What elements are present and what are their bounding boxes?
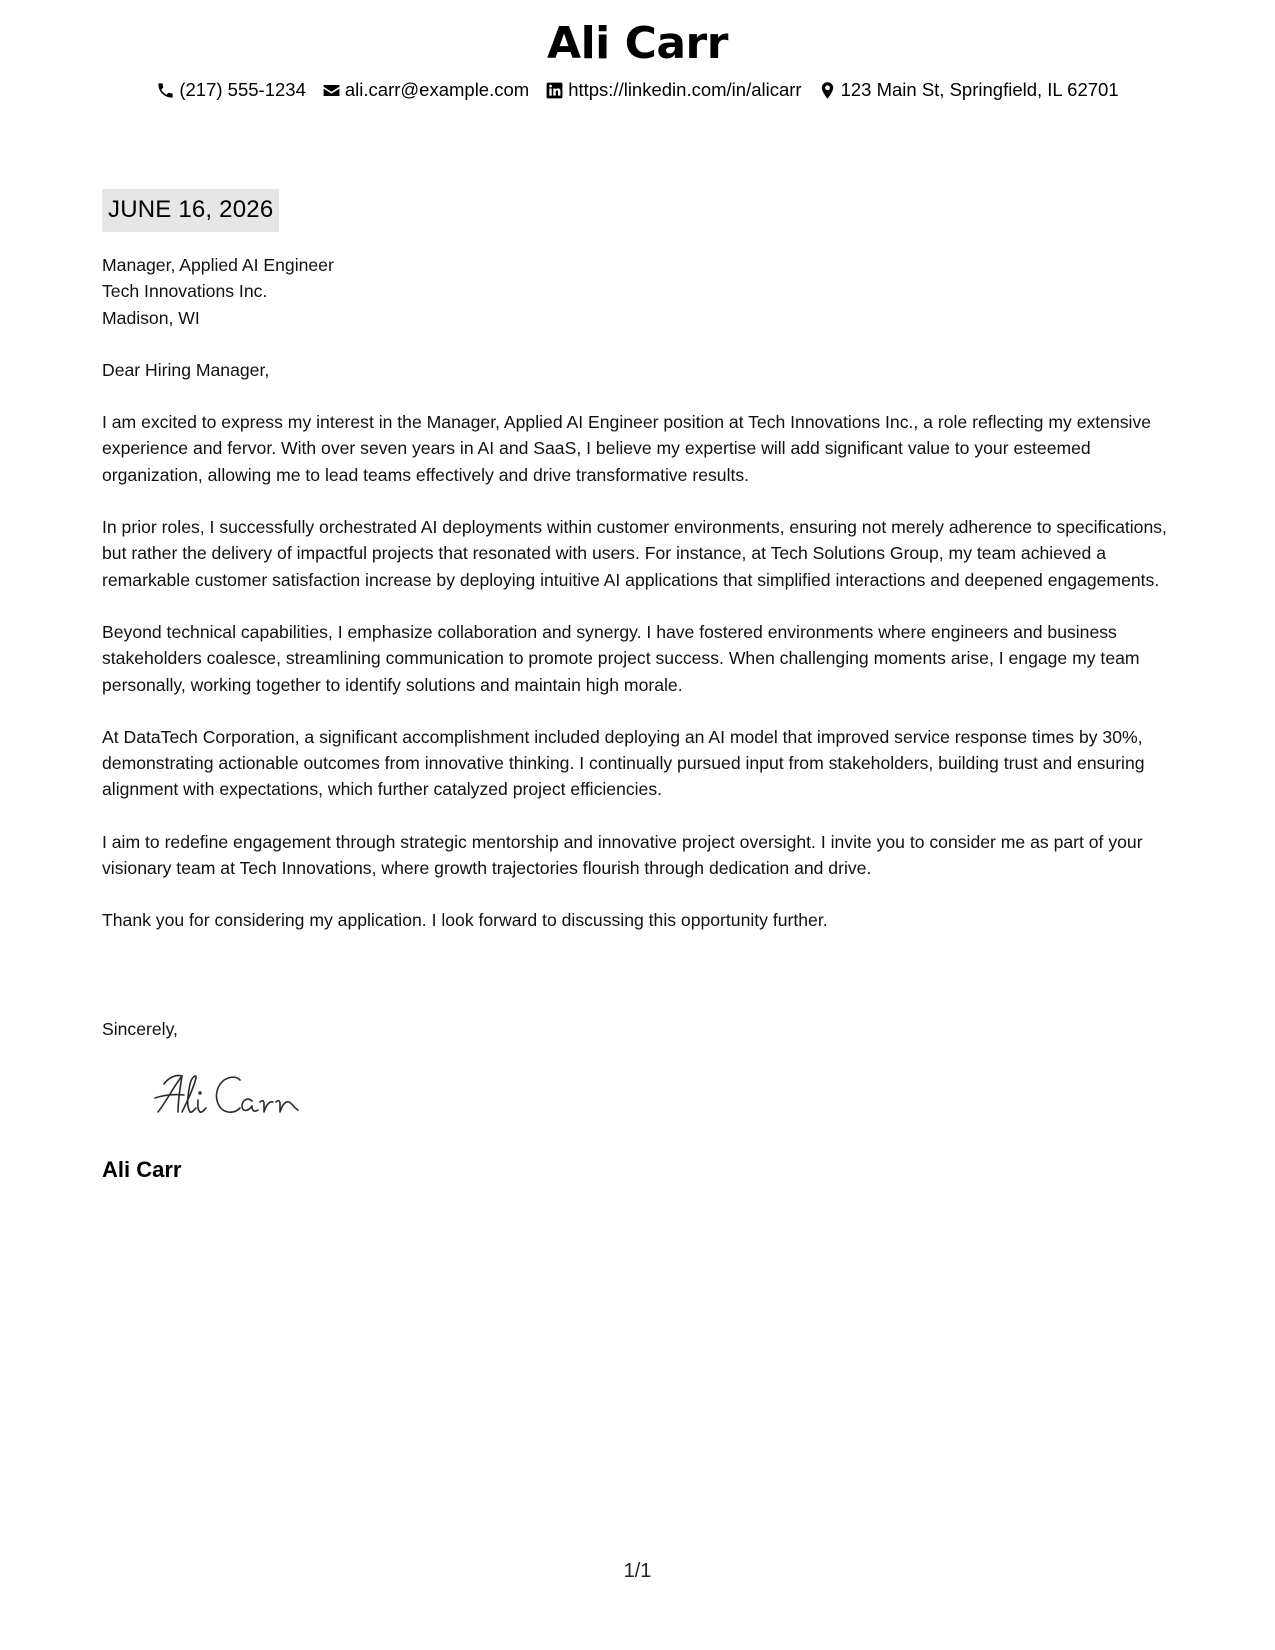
phone-icon <box>156 81 175 100</box>
paragraph: I aim to redefine engagement through strategic mentorship and innovative project oversight. I invite you to consider me as part of your visionary team at Tech Innovations, where growth trajectories flourish through dedication and drive. <box>102 831 1143 879</box>
envelope-icon <box>322 81 341 100</box>
page-indicator: 1/1 <box>623 1560 652 1582</box>
linkedin-icon <box>545 81 564 100</box>
paragraph: I am excited to express my interest in the Manager, Applied AI Engineer position at Tech Innovations Inc., a role reflecting my extensive experience and fervor. With over seven years in AI and SaaS, I believe my expertise will add significant value to your esteemed organization, allowing me to lead teams effectively and drive transformative results. <box>102 412 1152 485</box>
salutation: Dear Hiring Manager, <box>102 359 270 380</box>
paragraph: In prior roles, I successfully orchestrated AI deployments within customer environments, ensuring not merely adherence to specifications, but rather the delivery of impactful projects that resonated with users. For instance, at Tech Solutions Group, my team achieved a remarkable customer satisfaction increase by deploying intuitive AI applications that simplified interactions and deepened engagements. <box>102 517 1167 590</box>
signature-image <box>152 1068 312 1120</box>
recipient-location: Madison, WI <box>102 307 200 328</box>
contact-linkedin[interactable] <box>545 79 801 101</box>
paragraph: Thank you for considering my application. I look forward to discussing this opportunity further. <box>102 910 828 931</box>
signer-name: Ali Carr <box>102 1157 182 1182</box>
header-name: Ali Carr <box>547 18 728 69</box>
paragraph: Beyond technical capabilities, I emphasize collaboration and synergy. I have fostered environments where engineers and business stakeholders coalesce, streamlining communication to promote project success. When challenging moments arise, I engage my team personally, working together to identify solutions and maintain high morale. <box>102 621 1140 695</box>
contact-row <box>0 79 1275 101</box>
recipient-title: Manager, Applied AI Engineer <box>102 255 334 275</box>
map-pin-icon <box>818 81 837 100</box>
contact-phone-text: (217) 555-1234 <box>179 79 306 100</box>
contact-address-text: 123 Main St, Springfield, IL 62701 <box>840 79 1119 100</box>
recipient-company: Tech Innovations Inc. <box>102 281 268 302</box>
contact-email-text: ali.carr@example.com <box>344 79 530 100</box>
letter-date: JUNE 16, 2026 <box>102 189 279 232</box>
recipient-block <box>102 252 1182 331</box>
contact-linkedin-text: https://linkedin.com/in/alicarr <box>568 79 802 100</box>
contact-address <box>818 79 1119 101</box>
contact-email[interactable] <box>322 79 529 101</box>
paragraph: At DataTech Corporation, a significant accomplishment included deploying an AI model that improved service response times by 30%, demonstrating actionable outcomes from innovative thinking. I continually pursued input from stakeholders, building trust and ensuring alignment with expectations, which further catalyzed project efficiencies. <box>102 726 1145 800</box>
letter-body <box>102 252 1182 960</box>
closing: Sincerely, <box>102 1019 178 1039</box>
contact-phone <box>156 79 306 101</box>
